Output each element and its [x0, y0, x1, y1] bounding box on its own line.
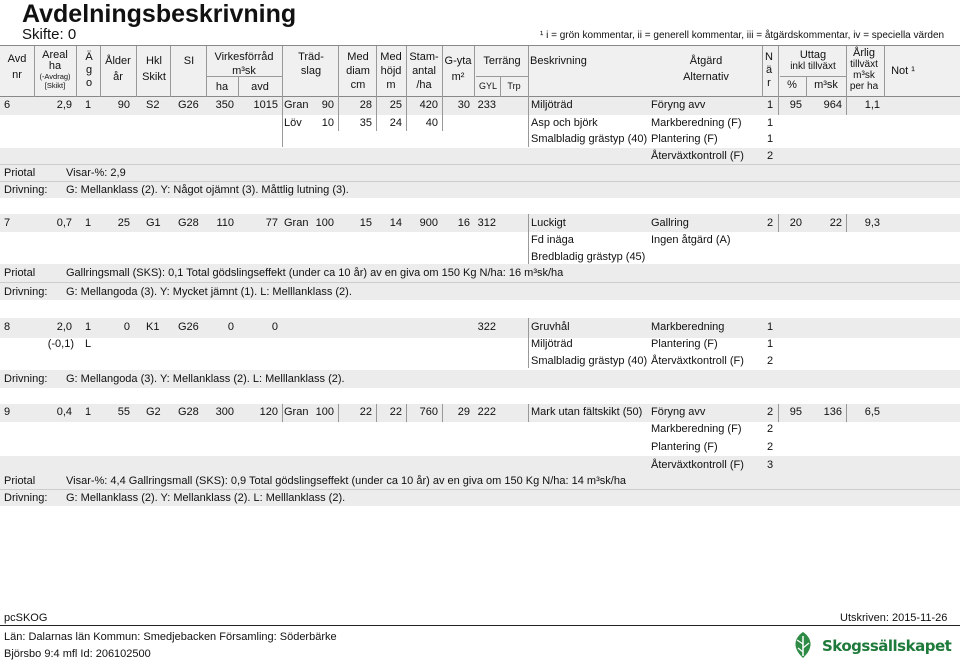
- ag: 1: [84, 406, 92, 418]
- nar: 1: [766, 99, 774, 111]
- atgard: Plantering (F): [651, 338, 718, 350]
- nar: 2: [766, 217, 774, 229]
- property-info: Björsbo 9:4 mfl Id: 206102500: [4, 648, 151, 660]
- col-gyta-header: G-yta m²: [444, 55, 472, 83]
- arlig-tillvaxt: 9,3: [864, 217, 880, 229]
- atgard: Ingen åtgärd (A): [651, 234, 731, 246]
- col-not-header: Not ¹: [891, 65, 915, 77]
- stamantal: 760: [419, 406, 438, 418]
- si: G28: [178, 217, 199, 229]
- tradslag: Gran: [284, 99, 309, 111]
- diam: 35: [359, 117, 372, 129]
- tradslag-pct: 100: [315, 217, 334, 229]
- drivning-label: Drivning:: [4, 492, 48, 504]
- gyl: 222: [477, 406, 496, 418]
- gyta: 16: [457, 217, 470, 229]
- beskrivning: Bredbladig grästyp (45): [531, 251, 646, 263]
- atgard: Plantering (F): [651, 133, 718, 145]
- atgard: Markberedning (F): [651, 423, 742, 435]
- nar: 2: [766, 406, 774, 418]
- atgard: Återväxtkontroll (F): [651, 355, 744, 367]
- areal: 2,0: [56, 321, 72, 333]
- ag: 1: [84, 217, 92, 229]
- alder: 25: [117, 217, 130, 229]
- beskrivning: Smalbladig grästyp (40): [531, 355, 648, 367]
- tradslag-pct: 100: [315, 406, 334, 418]
- uttag-pct: 95: [789, 406, 802, 418]
- nar: 1: [766, 321, 774, 333]
- priotal-text: Visar-%: 2,9: [66, 167, 126, 179]
- ag: 1: [84, 99, 92, 111]
- si: G28: [178, 406, 199, 418]
- col-nar-header: N ä r: [765, 51, 773, 89]
- tradslag-pct: 90: [321, 99, 334, 111]
- nar: 2: [766, 441, 774, 453]
- drivning-text: G: Mellangoda (3). Y: Mellanklass (2). L: Melllanklass (2).: [66, 373, 345, 385]
- avd-nr: 7: [4, 217, 11, 229]
- logo-text: Skogssällskapet: [822, 637, 952, 655]
- nar: 3: [766, 459, 774, 471]
- diam: 15: [359, 217, 372, 229]
- tradslag: Gran: [284, 217, 309, 229]
- vol-avd: 0: [271, 321, 278, 333]
- col-arlig-header: Årlig tillväxt m³sk per ha: [849, 47, 879, 92]
- uttag-m3: 964: [823, 99, 842, 111]
- nar: 1: [766, 133, 774, 145]
- beskrivning: Asp och björk: [531, 117, 598, 129]
- stamantal: 40: [425, 117, 438, 129]
- vol-avd: 120: [259, 406, 278, 418]
- col-trp-header: Trp: [507, 81, 521, 91]
- priotal-label: Priotal: [4, 167, 36, 179]
- uttag-pct: 20: [789, 217, 802, 229]
- gyl: 322: [477, 321, 496, 333]
- atgard: Plantering (F): [651, 441, 718, 453]
- col-ag-header: Ä g o: [85, 51, 93, 89]
- vol-avd: 77: [265, 217, 278, 229]
- col-beskrivning-header: Beskrivning: [530, 55, 587, 67]
- nar: 1: [766, 338, 774, 350]
- avd-nr: 8: [4, 321, 11, 333]
- diam: 28: [359, 99, 372, 111]
- si: G26: [178, 321, 199, 333]
- col-alder-header: Ålder år: [105, 55, 131, 83]
- location-info: Län: Dalarnas län Kommun: Smedjebacken Församling: Söderbärke: [4, 631, 337, 643]
- atgard: Föryng avv: [651, 99, 706, 111]
- nar: 2: [766, 355, 774, 367]
- beskrivning: Smalbladig grästyp (40): [531, 133, 648, 145]
- col-gyl-header: GYL: [478, 81, 497, 91]
- diam: 22: [359, 406, 372, 418]
- drivning-label: Drivning:: [4, 286, 48, 298]
- hkl: K1: [146, 321, 160, 333]
- areal: 2,9: [56, 99, 72, 111]
- col-hkl-header: Hkl Skikt: [142, 55, 166, 83]
- vol-ha: 350: [215, 99, 234, 111]
- col-virkes-ha-header: ha: [215, 81, 229, 93]
- col-uttag-pct-header: %: [787, 79, 797, 91]
- uttag-pct: 95: [789, 99, 802, 111]
- col-hojd-header: Med höjd m: [380, 51, 402, 91]
- atgard: Föryng avv: [651, 406, 706, 418]
- hkl: G1: [146, 217, 161, 229]
- tradslag: Löv: [284, 117, 302, 129]
- legend-note: ¹ i = grön kommentar, ii = generell kommentar, iii = åtgärdskommentar, iv = speciella värden: [540, 30, 945, 41]
- skifte-label: Skifte: 0: [22, 26, 77, 43]
- priotal-label: Priotal: [4, 267, 36, 279]
- col-diam-header: Med diam cm: [346, 51, 370, 91]
- hkl: G2: [146, 406, 161, 418]
- tradslag: Gran: [284, 406, 309, 418]
- footer-divider: [0, 625, 960, 626]
- col-si-header: SI: [183, 55, 195, 67]
- nar: 2: [766, 423, 774, 435]
- drivning-text: G: Mellanklass (2). Y: Mellanklass (2). L: Melllanklass (2).: [66, 492, 346, 504]
- drivning-text: G: Mellangoda (3). Y: Mycket jämnt (1). L: Melllanklass (2).: [66, 286, 352, 298]
- stamantal: 900: [419, 217, 438, 229]
- beskrivning: Gruvhål: [531, 321, 570, 333]
- alder: 90: [117, 99, 130, 111]
- page-title: Avdelningsbeskrivning: [22, 0, 297, 28]
- hojd: 14: [389, 217, 402, 229]
- gyta: 30: [457, 99, 470, 111]
- col-virkes-avd-header: avd: [251, 81, 269, 93]
- software-name: pcSKOG: [4, 612, 48, 624]
- col-tradslag-header: Träd- slag: [298, 51, 324, 77]
- arlig-tillvaxt: 1,1: [864, 99, 880, 111]
- beskrivning: Luckigt: [531, 217, 566, 229]
- atgard: Återväxtkontroll (F): [651, 459, 744, 471]
- nar: 2: [766, 150, 774, 162]
- drivning-label: Drivning:: [4, 184, 48, 196]
- priotal-label: Priotal: [4, 475, 36, 487]
- vol-avd: 1015: [253, 99, 278, 111]
- uttag-m3: 136: [823, 406, 842, 418]
- drivning-text: G: Mellanklass (2). Y: Något ojämnt (3). Måttlig lutning (3).: [66, 184, 349, 196]
- hojd: 22: [389, 406, 402, 418]
- vol-ha: 110: [216, 217, 234, 229]
- beskrivning: Mark utan fältskikt (50): [531, 406, 643, 418]
- col-uttag-header: Uttag inkl tillväxt: [790, 49, 836, 72]
- print-date: Utskriven: 2015-11-26: [840, 612, 948, 624]
- hkl: S2: [146, 99, 160, 111]
- col-stam-header: Stam- antal /ha: [409, 51, 439, 91]
- drivning-label: Drivning:: [4, 373, 48, 385]
- vol-ha: 0: [227, 321, 234, 333]
- areal-avdrag: (-0,1): [47, 338, 74, 350]
- areal: 0,7: [56, 217, 72, 229]
- beskrivning: Miljöträd: [531, 99, 573, 111]
- atgard: Gallring: [651, 217, 689, 229]
- col-terrang-header: Terräng: [483, 55, 521, 67]
- priotal-text: Gallringsmall (SKS): 0,1 Total gödslingseffekt (under ca 10 år) av en giva om 150 Kg N/ha: 16 m³sk/ha: [66, 267, 564, 279]
- areal: 0,4: [56, 406, 72, 418]
- beskrivning: Fd inäga: [531, 234, 574, 246]
- col-avd-header: Avd nr: [7, 53, 27, 81]
- hojd: 24: [389, 117, 402, 129]
- gyta: 29: [457, 406, 470, 418]
- atgard: Markberedning: [651, 321, 725, 333]
- gyl: 233: [477, 99, 496, 111]
- tradslag-pct: 10: [321, 117, 334, 129]
- priotal-text: Visar-%: 4,4 Gallringsmall (SKS): 0,9 Total gödslingseffekt (under ca 10 år) av en giva om 150 Kg N/ha: 14 m³sk/ha: [66, 475, 627, 487]
- col-virkes-header: Virkesförråd m³sk: [214, 51, 274, 77]
- col-uttag-m3-header: m³sk: [814, 79, 838, 91]
- gyl: 312: [477, 217, 496, 229]
- beskrivning: Miljöträd: [531, 338, 573, 350]
- leaf-logo-icon: [786, 630, 820, 660]
- stamantal: 420: [419, 99, 438, 111]
- atgard: Markberedning (F): [651, 117, 742, 129]
- vol-ha: 300: [215, 406, 234, 418]
- alder: 0: [123, 321, 130, 333]
- alder: 55: [117, 406, 130, 418]
- table-header: [0, 45, 960, 97]
- atgard: Återväxtkontroll (F): [651, 150, 744, 162]
- col-atgard-header: Åtgärd Alternativ: [683, 55, 729, 83]
- nar: 1: [766, 117, 774, 129]
- arlig-tillvaxt: 6,5: [864, 406, 880, 418]
- col-areal-header: Areal ha (-Avdrag) [Skikt]: [39, 49, 71, 90]
- ag: L: [84, 338, 92, 350]
- uttag-m3: 22: [829, 217, 842, 229]
- avd-nr: 9: [4, 406, 11, 418]
- si: G26: [178, 99, 199, 111]
- skogssallskapet-logo: [786, 630, 952, 660]
- avd-nr: 6: [4, 99, 11, 111]
- ag: 1: [84, 321, 92, 333]
- hojd: 25: [389, 99, 402, 111]
